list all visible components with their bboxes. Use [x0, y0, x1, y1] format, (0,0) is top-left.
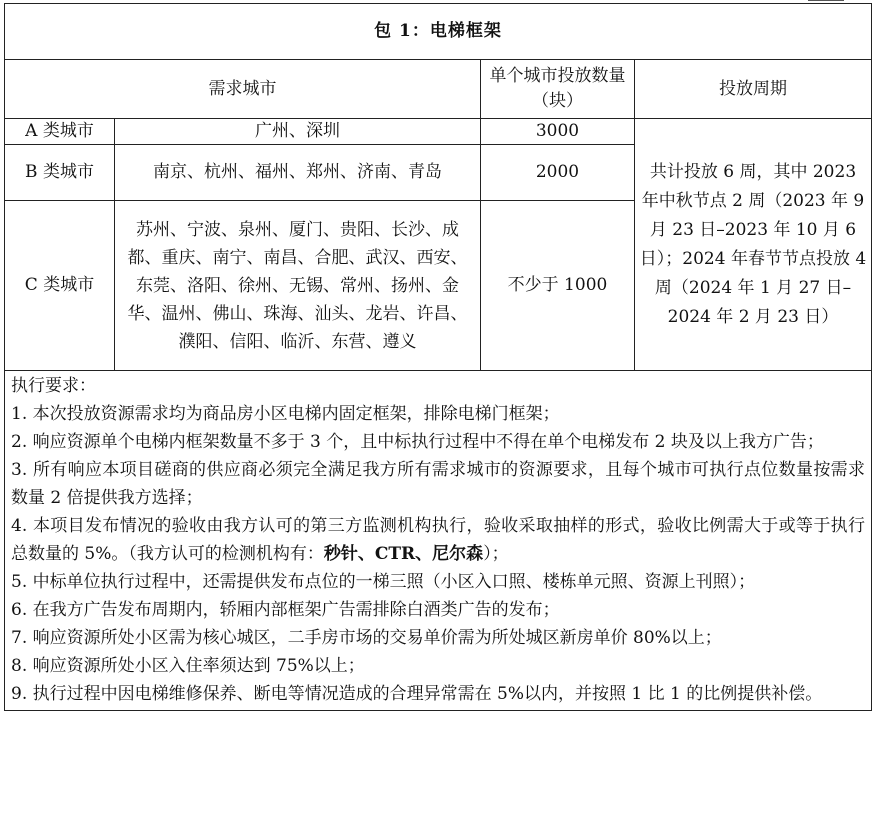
- city-class: A 类城市: [5, 119, 115, 145]
- city-list: 广州、深圳: [115, 119, 481, 145]
- city-qty: 2000: [481, 145, 635, 201]
- requirement-item-4-text: 4. 本项目发布情况的验收由我方认可的第三方监测机构执行，验收采取抽样的形式，验收比例需大于或等于执行总数量的 5%。（我方认可的检测机构有：: [11, 516, 865, 564]
- header-qty: 单个城市投放数量（块）: [481, 60, 635, 119]
- requirement-item: 2. 响应资源单个电梯内框架数量不多于 3 个，且中标执行过程中不得在单个电梯发布 2 块及以上我方广告；: [11, 432, 824, 452]
- requirement-item: 6. 在我方广告发布周期内，轿厢内部框架广告需排除白酒类广告的发布；: [11, 600, 560, 620]
- requirement-item-4-end: ）；: [483, 544, 509, 564]
- requirement-item: 8. 响应资源所处小区入住率须达到 75%以上；: [11, 656, 365, 676]
- requirement-item: [11, 512, 865, 568]
- city-qty: 3000: [481, 119, 635, 145]
- city-qty: 不少于 1000: [481, 201, 635, 371]
- execution-requirements: [5, 371, 872, 711]
- requirement-item: 5. 中标单位执行过程中，还需提供发布点位的一梯三照（小区入口照、楼栋单元照、资源上刊照）；: [11, 572, 756, 592]
- header-period: 投放周期: [635, 60, 872, 119]
- city-list: 南京、杭州、福州、郑州、济南、青岛: [115, 145, 481, 201]
- approved-agencies: 秒针、CTR、尼尔森: [323, 544, 484, 564]
- requirements-heading: 执行要求：: [11, 376, 96, 396]
- requirement-item: 9. 执行过程中因电梯维修保养、断电等情况造成的合理异常需在 5%以内，并按照 1 比 1 的比例提供补偿。: [11, 684, 823, 704]
- header-city: 需求城市: [5, 60, 481, 119]
- city-class: C 类城市: [5, 201, 115, 371]
- requirement-item: 3. 所有响应本项目磋商的供应商必须完全满足我方所有需求城市的资源要求，且每个城市可执行点位数量按需求数量 2 倍提供我方选择；: [11, 460, 865, 508]
- requirement-item: 1. 本次投放资源需求均为商品房小区电梯内固定框架，排除电梯门框架；: [11, 404, 560, 424]
- requirements-table: [4, 3, 872, 711]
- page-edge-line: [808, 0, 844, 1]
- table-title: 包 1：电梯框架: [5, 4, 872, 60]
- placement-period: 共计投放 6 周，其中 2023 年中秋节点 2 周（2023 年 9 月 23 日–2023 年 10 月 6 日）；2024 年春节节点投放 4 周（2024 年 1 月 27 日–2024 年 2 月 23 日）: [635, 119, 872, 371]
- city-class: B 类城市: [5, 145, 115, 201]
- table-row: [5, 119, 872, 145]
- city-list: 苏州、宁波、泉州、厦门、贵阳、长沙、成都、重庆、南宁、南昌、合肥、武汉、西安、东莞、洛阳、徐州、无锡、常州、扬州、金华、温州、佛山、珠海、汕头、龙岩、许昌、濮阳、信阳、临沂、东营、遵义: [115, 201, 481, 371]
- requirement-item: 7. 响应资源所处小区需为核心城区，二手房市场的交易单价需为所处城区新房单价 80%以上；: [11, 628, 722, 648]
